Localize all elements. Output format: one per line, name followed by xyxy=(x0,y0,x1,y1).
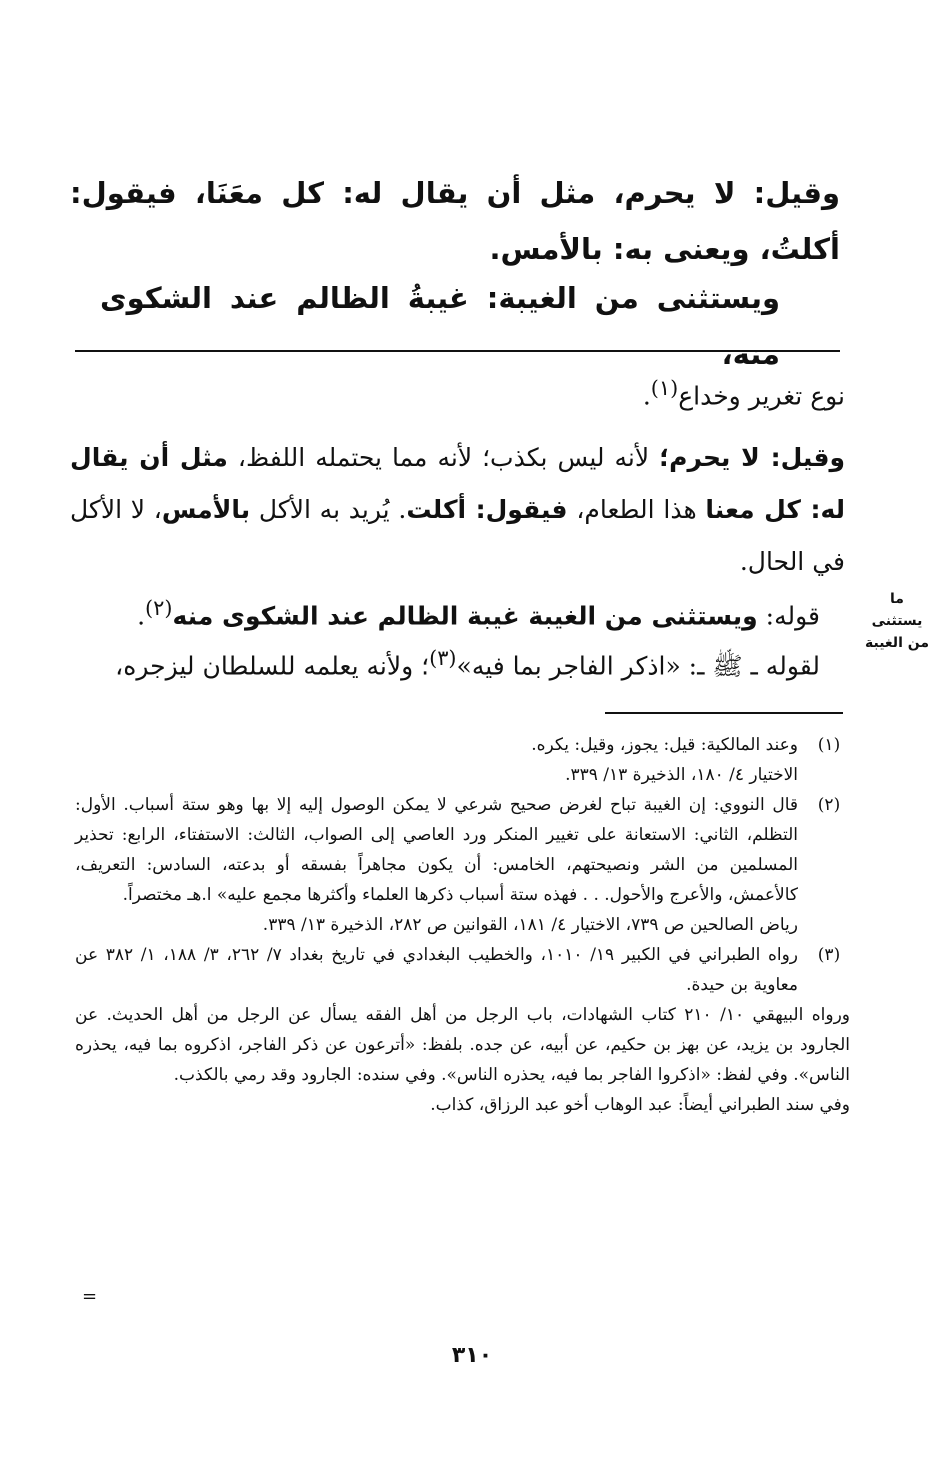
footnote-line: الاختيار ٤/ ١٨٠، الذخيرة ١٣/ ٣٣٩. xyxy=(565,765,798,785)
footnote-line: وعند المالكية: قيل: يجوز، وقيل: يكره. xyxy=(531,735,798,755)
sharh-text: نوع تغرير وخداع xyxy=(678,381,845,411)
sharh-text: لأنه ليس بكذب؛ لأنه مما يحتمله اللفظ، xyxy=(227,443,660,472)
sharh-text: . يُريد به الأكل xyxy=(250,495,407,524)
footnote-line: وفي سند الطبراني أيضاً: عبد الوهاب أخو عبد الرزاق، كذاب. xyxy=(430,1095,850,1115)
sharh-bold-text: مثل أن يقال له: كل معنا xyxy=(70,443,846,524)
sharh-text: ، لا الأكل في الحال. xyxy=(70,495,845,576)
sharh-bold-text: بالأمس xyxy=(161,495,251,524)
footnote-number: (٢) xyxy=(817,795,841,815)
footnote-number: (٣) xyxy=(817,945,841,965)
sharh-paragraph-2 xyxy=(70,432,845,588)
footnote-2 xyxy=(75,790,850,940)
footnote-3-continued xyxy=(75,1000,850,1120)
sharh-text: ؛ ولأنه يعلمه للسلطان ليزجره، xyxy=(115,651,430,681)
footnote-3 xyxy=(75,940,850,1000)
footnote-ref-1[interactable]: (١) xyxy=(650,376,679,400)
sharh-bold-text: ويستثنى من الغيبة غيبة الظالم عند الشكوى منه xyxy=(172,601,758,631)
sharh-bold-text: وقيل: لا يحرم؛ xyxy=(659,443,845,472)
margin-heading-line: يستثنى xyxy=(871,613,923,629)
continuation-mark: = xyxy=(82,1286,98,1307)
page-number: ٣١٠ xyxy=(451,1343,493,1368)
sharh-paragraph-4 xyxy=(100,632,820,692)
footnote-line: رواه الطبراني في الكبير ١٩/ ١٠١٠، والخطيب البغدادي في تاريخ بغداد ٧/ ٢٦٢، ٣/ ١٨٨، ١/ ٣٨٢ عن معاوية بن حيدة. xyxy=(75,945,799,995)
footnotes xyxy=(75,730,850,1120)
matn-separator-rule xyxy=(75,350,840,352)
margin-heading xyxy=(856,588,938,654)
sharh-text: لقوله ـ ﷺ ـ: «اذكر الفاجر بما فيه» xyxy=(456,651,820,681)
footnote-ref-3[interactable]: (٣) xyxy=(429,646,457,670)
footnote-ref-2[interactable]: (٢) xyxy=(145,596,173,620)
sharh-bold-text: فيقول: أكلت xyxy=(406,495,568,524)
sharh-text: هذا الطعام، xyxy=(567,495,706,524)
sharh-text: . xyxy=(642,381,651,411)
margin-heading-line: من الغيبة xyxy=(864,635,930,651)
sharh-text: . xyxy=(137,601,146,631)
footnote-line: ورواه البيهقي ١٠/ ٢١٠ كتاب الشهادات، باب الرجل من أهل الفقه يسأل عن الرجل من أهل الحديث. عن الجارود بن يزيد، عن بهز بن حكيم، عن أبيه، عن جده. بلفظ: «أترعون عن ذكر الفاجر، اذكروه بما فيه، يحذره الناس». وفي لفظ: «اذكروا الفاجر بما فيه، يحذره الناس». وفي سنده: الجارود وقد رمي بالكذب. xyxy=(75,1005,850,1085)
margin-heading-line: ما xyxy=(890,591,904,607)
sharh-text: قوله: xyxy=(757,601,820,631)
matn-paragraph-1: وقيل: لا يحرم، مثل أن يقال له: كل معَنَا، فيقول: أكلتُ، ويعنى به: بالأمس. xyxy=(70,176,840,266)
footnote-line: قال النووي: إن الغيبة تباح لغرض صحيح شرعي لا يمكن الوصول إليه إلا بها وهو ستة أسباب. الأول: التظلم، الثاني: الاستعانة على تغيير المنكر ورد العاصي إلى الصواب، الثالث: الاستفتاء، الرابع: تحذير المسلمين من الشر ونصيحتهم، الخامس: أن يكون مجاهراً بفسقه أو بدعته، السادس: التعريف، كالأعمش، والأعرج والأحول. . . فهذه ستة أسباب ذكرها العلماء وأكثرها مجمع عليه» ا.هـ مختصراً. xyxy=(75,795,798,905)
footnote-line: رياض الصالحين ص ٧٣٩، الاختيار ٤/ ١٨١، القوانين ص ٢٨٢، الذخيرة ١٣/ ٣٣٩. xyxy=(262,915,798,935)
matn-paragraph-2: ويستثنى من الغيبة: غيبةُ الظالم عند الشكوى منه، xyxy=(100,281,780,371)
sharh-paragraph-1 xyxy=(70,362,845,422)
footnote-number: (١) xyxy=(817,735,841,755)
footnote-1 xyxy=(75,730,850,790)
footnote-separator-rule xyxy=(605,712,843,714)
